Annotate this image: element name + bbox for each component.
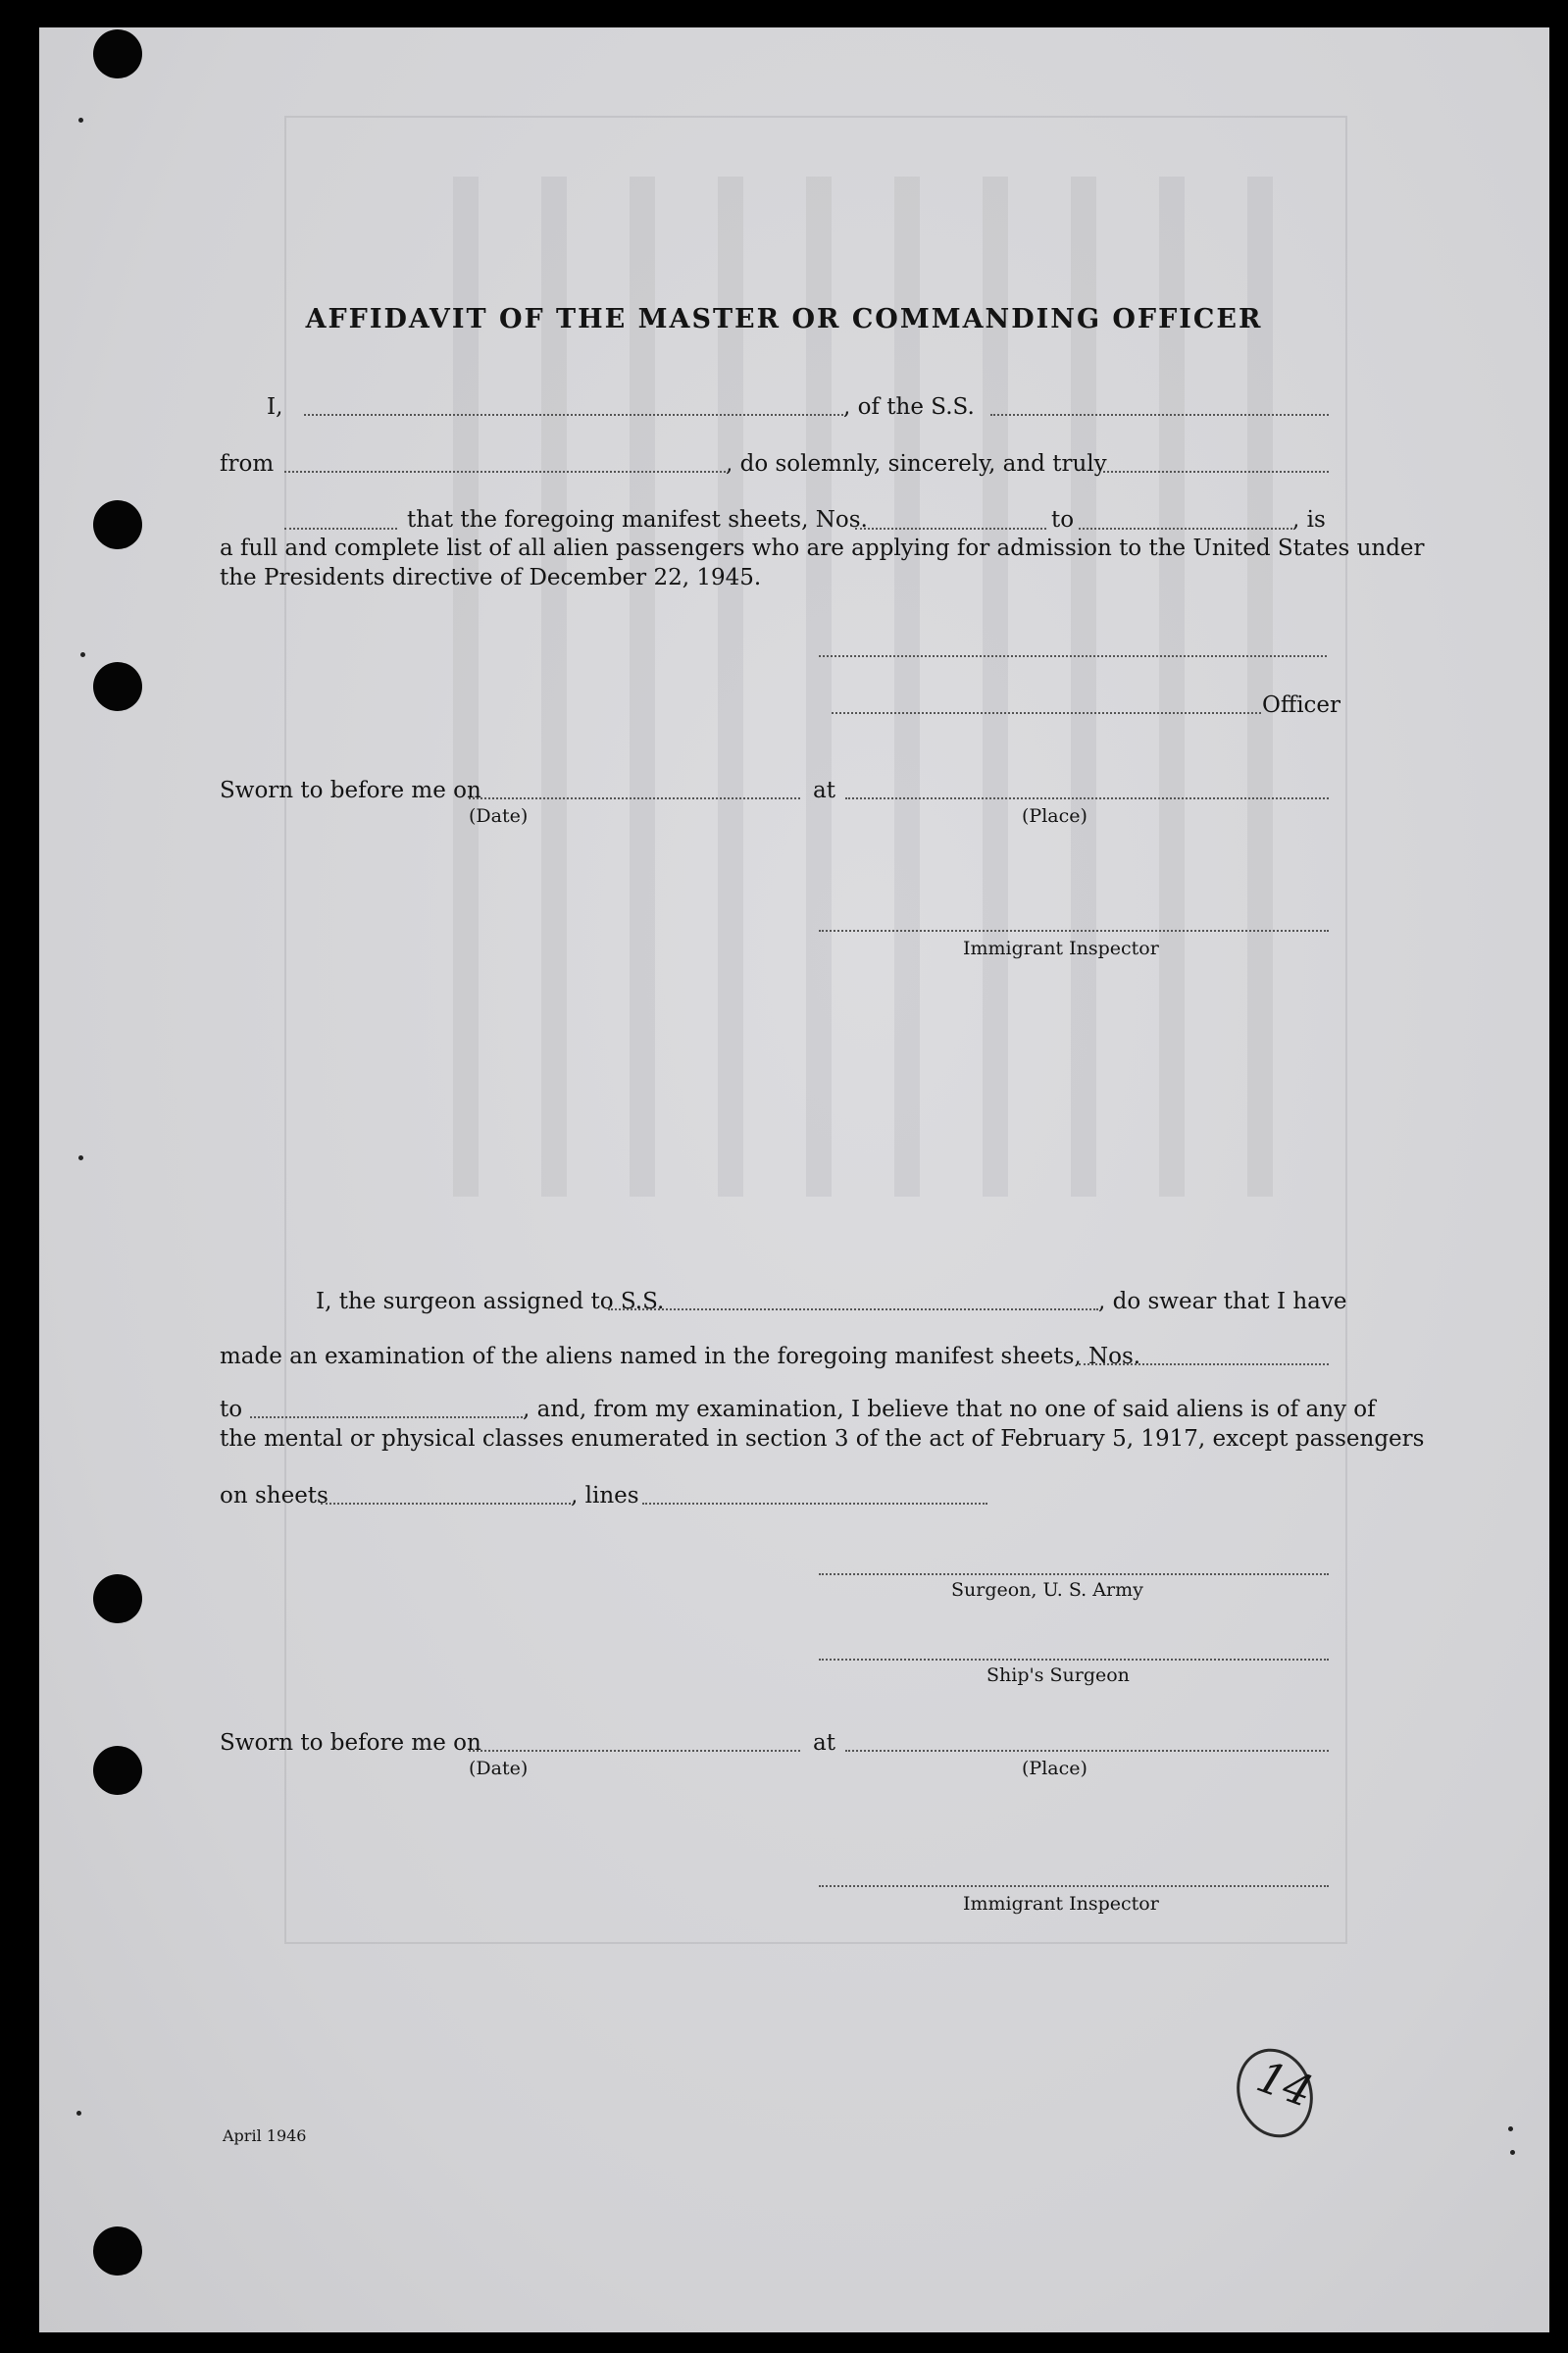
surgeon-sheet-from-blank <box>1079 1363 1329 1365</box>
master-name-blank <box>304 414 843 416</box>
sheet-from-blank <box>855 528 1046 530</box>
surgeon-line1: I, the surgeon assigned to S.S. <box>316 1289 665 1314</box>
ships-surgeon-label: Ship's Surgeon <box>986 1664 1130 1686</box>
officer-label: Officer <box>1262 692 1341 718</box>
sworn1-place-blank <box>845 797 1329 799</box>
truly-blank <box>1103 471 1329 473</box>
handwritten-mark: 14 <box>1249 2051 1320 2119</box>
master-is-label: , is <box>1292 507 1326 533</box>
surgeon-sheet-to-blank <box>250 1416 523 1418</box>
affidavit-title: AFFIDAVIT OF THE MASTER OR COMMANDING OFFICER <box>305 304 1263 334</box>
bleed-through-table <box>284 116 1347 1944</box>
document-page <box>39 27 1549 2332</box>
surgeon-line4: the mental or physical classes enumerated in section 3 of the act of February 5, 1917, except passengers <box>220 1426 1425 1452</box>
from-port-blank <box>284 471 726 473</box>
sworn2-inspector-line <box>819 1885 1329 1887</box>
sworn1-place-caption: (Place) <box>1022 805 1087 827</box>
master-signature-line <box>819 655 1327 657</box>
sworn2-place-blank <box>845 1750 1329 1752</box>
surgeon-lines-label: , lines <box>571 1483 639 1509</box>
surgeon-lines-blank <box>642 1503 987 1505</box>
surgeon-line2: made an examination of the aliens named in the foregoing manifest sheets, Nos. <box>220 1344 1141 1369</box>
officer-signature-line <box>832 712 1261 714</box>
sworn2-inspector-label: Immigrant Inspector <box>963 1893 1159 1915</box>
ship-name-blank <box>990 414 1329 416</box>
master-i-label: I, <box>267 394 283 420</box>
sworn1-date-blank <box>469 797 800 799</box>
master-from-label: from <box>220 451 275 477</box>
surgeon-sheets-label: on sheets <box>220 1483 329 1509</box>
sworn2-at-label: at <box>813 1730 835 1756</box>
swear-blank <box>284 528 397 530</box>
sworn2-label: Sworn to before me on <box>220 1730 481 1756</box>
punch-hole-5 <box>93 1746 142 1795</box>
surgeon-line3: , and, from my examination, I believe that no one of said aliens is of any of <box>523 1397 1376 1422</box>
ships-surgeon-line <box>819 1659 1329 1661</box>
sheet-to-blank <box>1079 528 1292 530</box>
army-surgeon-label: Surgeon, U. S. Army <box>951 1579 1143 1601</box>
punch-hole-6 <box>93 2226 142 2276</box>
master-solemnly-label: , do solemnly, sincerely, and truly <box>726 451 1107 477</box>
sworn1-label: Sworn to before me on <box>220 778 481 803</box>
sworn1-at-label: at <box>813 778 835 803</box>
surgeon-line1-end: , do swear that I have <box>1098 1289 1347 1314</box>
sworn1-date-caption: (Date) <box>469 805 529 827</box>
master-line4: a full and complete list of all alien passengers who are applying for admission to the United States under <box>220 536 1425 561</box>
sworn2-date-blank <box>469 1750 800 1752</box>
punch-hole-1 <box>93 29 142 78</box>
master-sheets-label: that the foregoing manifest sheets, Nos. <box>407 507 868 533</box>
master-to-label: to <box>1051 507 1075 533</box>
surgeon-sheets-blank <box>321 1503 571 1505</box>
army-surgeon-line <box>819 1573 1329 1575</box>
sworn2-date-caption: (Date) <box>469 1758 529 1779</box>
surgeon-to-label: to <box>220 1397 243 1422</box>
form-date: April 1946 <box>223 2126 307 2145</box>
surgeon-ship-blank <box>608 1308 1098 1310</box>
master-ss-label: , of the S.S. <box>843 394 975 420</box>
sworn1-inspector-line <box>819 930 1329 932</box>
punch-hole-2 <box>93 500 142 549</box>
sworn2-place-caption: (Place) <box>1022 1758 1087 1779</box>
sworn1-inspector-label: Immigrant Inspector <box>963 938 1159 959</box>
punch-hole-3 <box>93 662 142 711</box>
master-line5: the Presidents directive of December 22, 1945. <box>220 565 762 590</box>
punch-hole-4 <box>93 1574 142 1623</box>
